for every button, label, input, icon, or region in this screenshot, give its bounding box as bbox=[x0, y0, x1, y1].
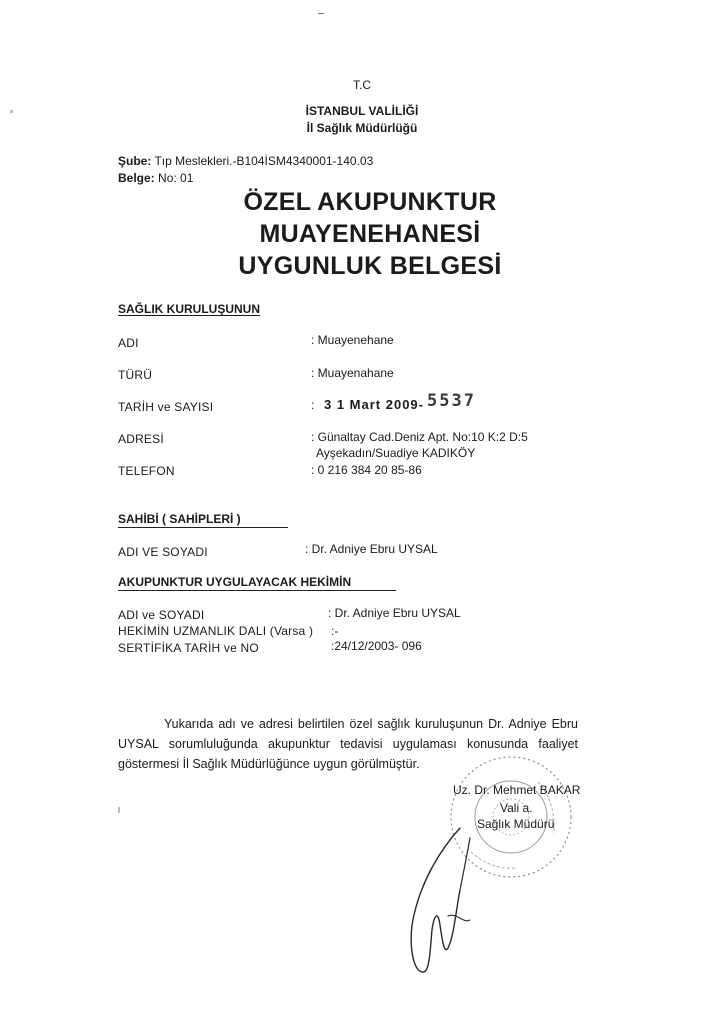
signatory-role: Vali a. bbox=[500, 801, 533, 815]
row-label: ADRESİ bbox=[118, 432, 164, 446]
belge-line bbox=[118, 171, 193, 185]
scan-speck bbox=[118, 807, 120, 813]
row-label: HEKİMİN UZMANLIK DALI (Varsa ) bbox=[118, 624, 314, 638]
row-value: :- bbox=[331, 624, 339, 638]
handwritten-signature bbox=[400, 820, 510, 980]
row-label: ADI ve SOYADI bbox=[118, 608, 205, 622]
row-label: TELEFON bbox=[118, 464, 175, 478]
sube-label: Şube: bbox=[118, 154, 152, 168]
sube-line bbox=[118, 154, 373, 168]
header-tc: T.C bbox=[353, 78, 371, 92]
heading-underline bbox=[118, 527, 288, 528]
title-line-2: MUAYENEHANESİ bbox=[259, 220, 481, 248]
row-value: : Günaltay Cad.Deniz Apt. No:10 K:2 D:5 bbox=[311, 430, 528, 444]
belge-label: Belge: bbox=[118, 171, 155, 185]
scan-speck bbox=[10, 110, 13, 113]
title-line-3: UYGUNLUK BELGESİ bbox=[238, 252, 502, 280]
signatory-name: Uz. Dr. Mehmet BAKAR bbox=[453, 783, 581, 797]
row-value: :24/12/2003- 096 bbox=[331, 639, 422, 653]
date-stamp: 3 1 Mart 2009- bbox=[324, 397, 424, 412]
row-label: SERTİFİKA TARİH ve NO bbox=[118, 641, 259, 655]
row-value-continued: Ayşekadın/Suadiye KADIKÖY bbox=[316, 446, 476, 460]
row-value: : bbox=[311, 398, 315, 412]
row-value: : Muayenahane bbox=[311, 366, 394, 380]
row-label: TÜRÜ bbox=[118, 368, 153, 382]
approval-text: Yukarıda adı ve adresi belirtilen özel sağlık kuruluşunun Dr. Adniye Ebru UYSAL sorumluluğunda akupunktur tedavisi uygulaması konusunda faaliyet göstermesi İl Sağlık Müdürlüğünce uygun görülmüştür. bbox=[118, 717, 578, 771]
number-stamp: 5537 bbox=[427, 391, 476, 411]
section-heading-physician: AKUPUNKTUR UYGULAYACAK HEKİMİN bbox=[118, 575, 352, 589]
heading-underline bbox=[118, 590, 396, 591]
title-line-1: ÖZEL AKUPUNKTUR bbox=[243, 188, 497, 216]
header-governorship: İSTANBUL VALİLİĞİ bbox=[305, 104, 419, 118]
row-label: ADI bbox=[118, 336, 139, 350]
row-value: : Dr. Adniye Ebru UYSAL bbox=[305, 542, 438, 556]
row-value: : Muayenehane bbox=[311, 333, 394, 347]
row-label: TARİH ve SAYISI bbox=[118, 400, 214, 414]
signatory-title: Sağlık Müdürü bbox=[477, 817, 555, 831]
row-value: : 0 216 384 20 85-86 bbox=[311, 463, 422, 477]
sube-value: Tıp Meslekleri.-B104İSM4340001-140.03 bbox=[154, 154, 374, 168]
section-heading-owner: SAHİBİ ( SAHİPLERİ ) bbox=[118, 512, 241, 526]
scan-speck bbox=[318, 13, 324, 14]
row-value: : Dr. Adniye Ebru UYSAL bbox=[328, 606, 461, 620]
row-label: ADI VE SOYADI bbox=[118, 545, 208, 559]
section-heading-institution: SAĞLIK KURULUŞUNUN bbox=[118, 302, 260, 316]
header-directorate: İl Sağlık Müdürlüğü bbox=[306, 121, 418, 135]
belge-value: No: 01 bbox=[158, 171, 194, 185]
